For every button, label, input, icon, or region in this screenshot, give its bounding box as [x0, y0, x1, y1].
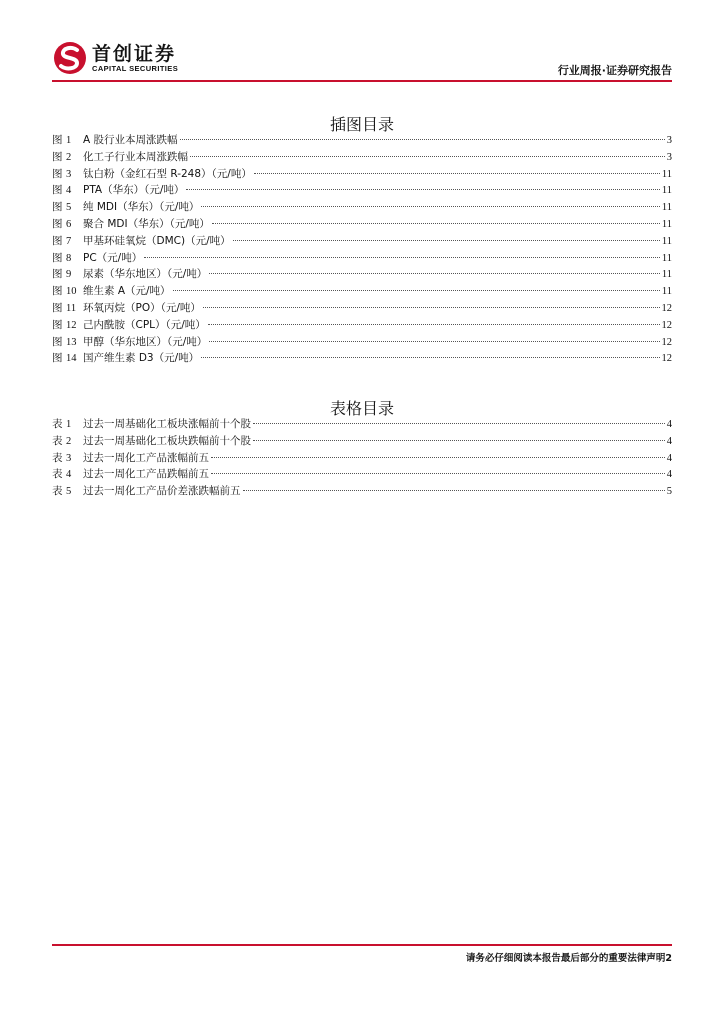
- toc-entry-title: 国产维生素 D3（元/吨）: [83, 352, 200, 365]
- toc-entry-number: 5: [66, 486, 72, 498]
- toc-dot-leader: [253, 440, 665, 441]
- toc-entry-page: 12: [661, 302, 672, 314]
- figures-toc-list: [52, 132, 672, 367]
- toc-entry-prefix: 图: [52, 217, 63, 230]
- tables-toc-title: 表格目录: [329, 399, 394, 418]
- toc-dot-leader: [243, 490, 665, 491]
- toc-entry-prefix: 图: [52, 318, 63, 331]
- toc-entry-title: 钛白粉（金红石型 R-248）（元/吨）: [83, 167, 252, 180]
- toc-entry-number: 1: [66, 419, 72, 430]
- logo-chinese-name: 首创证券: [92, 42, 177, 65]
- toc-entry-number: 2: [66, 435, 72, 447]
- toc-entry-page: 11: [661, 202, 672, 214]
- footer-divider: [52, 944, 672, 946]
- page-header: [52, 40, 672, 82]
- toc-entry-page: 11: [661, 286, 672, 298]
- toc-entry-page: 12: [661, 336, 672, 348]
- toc-dot-leader: [209, 273, 660, 274]
- toc-entry-number: 8: [66, 252, 72, 264]
- toc-entry-prefix: 图: [52, 134, 63, 146]
- toc-entry-prefix: 表: [52, 485, 63, 498]
- toc-entry[interactable]: [52, 483, 672, 500]
- toc-entry-title: 尿素（华东地区）（元/吨）: [83, 268, 208, 281]
- toc-entry[interactable]: [52, 300, 672, 317]
- toc-entry-number: 9: [66, 269, 72, 281]
- toc-entry[interactable]: [52, 283, 672, 300]
- header-divider: [52, 80, 672, 82]
- toc-entry-page: 3: [666, 151, 672, 163]
- toc-entry-prefix: 图: [52, 150, 63, 163]
- toc-entry[interactable]: [52, 233, 672, 250]
- toc-dot-leader: [211, 457, 665, 458]
- toc-entry[interactable]: [52, 450, 672, 467]
- toc-entry-number: 7: [66, 235, 72, 247]
- toc-entry[interactable]: [52, 216, 672, 233]
- toc-dot-leader: [209, 341, 659, 342]
- toc-entry-prefix: 图: [52, 301, 63, 314]
- logo-english-name: CAPITAL SECURITIES: [92, 63, 179, 73]
- toc-entry-page: 5: [666, 486, 672, 498]
- toc-entry[interactable]: [52, 250, 672, 267]
- toc-entry-number: 4: [66, 469, 72, 481]
- toc-entry-number: 14: [66, 353, 77, 365]
- toc-entry[interactable]: [52, 149, 672, 166]
- toc-entry-prefix: 图: [52, 234, 63, 247]
- toc-entry-title: PC（元/吨）: [83, 251, 143, 264]
- toc-dot-leader: [190, 156, 665, 157]
- toc-entry-page: 12: [661, 319, 672, 331]
- toc-entry[interactable]: [52, 182, 672, 199]
- toc-entry[interactable]: [52, 334, 672, 351]
- toc-entry-page: 4: [666, 435, 672, 447]
- toc-entry-number: 10: [66, 286, 77, 298]
- toc-entry-prefix: 表: [52, 451, 63, 464]
- toc-entry-page: 4: [666, 419, 672, 430]
- toc-entry[interactable]: [52, 132, 672, 149]
- toc-entry-title: 过去一周基础化工板块涨幅前十个股: [83, 418, 251, 430]
- toc-entry-page: 4: [666, 469, 672, 481]
- toc-entry-number: 4: [66, 185, 72, 197]
- toc-dot-leader: [144, 257, 660, 258]
- toc-dot-leader: [233, 240, 660, 241]
- toc-entry[interactable]: [52, 166, 672, 183]
- toc-entry-prefix: 表: [52, 418, 63, 430]
- toc-entry-number: 3: [66, 168, 72, 180]
- toc-entry[interactable]: [52, 416, 672, 433]
- toc-dot-leader: [253, 423, 665, 424]
- toc-entry-prefix: 表: [52, 468, 63, 481]
- company-logo: [52, 40, 178, 76]
- toc-dot-leader: [180, 139, 665, 140]
- capital-securities-logo-icon: [52, 40, 88, 76]
- toc-entry-title: 己内酰胺（CPL）（元/吨）: [83, 318, 206, 331]
- toc-dot-leader: [203, 307, 660, 308]
- toc-dot-leader: [208, 324, 660, 325]
- toc-entry-title: 甲基环硅氧烷（DMC)（元/吨）: [83, 234, 231, 247]
- toc-entry-prefix: 图: [52, 201, 63, 214]
- toc-entry-number: 12: [66, 319, 77, 331]
- toc-dot-leader: [201, 357, 659, 358]
- toc-entry-prefix: 图: [52, 335, 63, 348]
- tables-toc-list: [52, 416, 672, 500]
- toc-dot-leader: [173, 290, 660, 291]
- toc-entry-page: 4: [666, 452, 672, 464]
- toc-entry-title: 化工子行业本周涨跌幅: [83, 150, 188, 163]
- report-type-label: 行业周报·证券研究报告: [557, 64, 672, 77]
- toc-entry-prefix: 图: [52, 352, 63, 365]
- toc-entry-number: 3: [66, 452, 72, 464]
- toc-entry-number: 2: [66, 151, 72, 163]
- toc-dot-leader: [254, 173, 660, 174]
- footer-disclaimer: 请务必仔细阅读本报告最后部分的重要法律声明2: [465, 953, 672, 964]
- toc-entry-prefix: 图: [52, 167, 63, 180]
- toc-entry[interactable]: [52, 350, 672, 367]
- toc-entry[interactable]: [52, 317, 672, 334]
- toc-entry-title: PTA（华东）（元/吨）: [83, 184, 185, 197]
- toc-entry-prefix: 图: [52, 268, 63, 281]
- toc-dot-leader: [201, 206, 660, 207]
- toc-entry-number: 1: [66, 135, 72, 146]
- toc-entry-prefix: 图: [52, 184, 63, 197]
- toc-entry[interactable]: [52, 266, 672, 283]
- toc-entry-title: 聚合 MDI（华东）（元/吨）: [83, 217, 210, 230]
- toc-dot-leader: [212, 223, 660, 224]
- toc-entry-title: 过去一周化工产品跌幅前五: [83, 468, 209, 481]
- toc-entry-page: 11: [661, 168, 672, 180]
- toc-entry-prefix: 图: [52, 251, 63, 264]
- toc-entry-page: 11: [661, 269, 672, 281]
- toc-entry-page: 11: [661, 235, 672, 247]
- toc-entry-number: 13: [66, 336, 77, 348]
- toc-entry-title: 甲醇（华东地区）（元/吨）: [83, 335, 208, 348]
- toc-entry-number: 6: [66, 218, 72, 230]
- toc-entry-page: 11: [661, 252, 672, 264]
- toc-entry-number: 5: [66, 202, 72, 214]
- toc-entry-number: 11: [66, 302, 77, 314]
- toc-entry-prefix: 表: [52, 434, 63, 447]
- toc-entry-page: 3: [666, 135, 672, 146]
- toc-dot-leader: [186, 189, 659, 190]
- toc-entry-prefix: 图: [52, 285, 63, 298]
- toc-dot-leader: [211, 473, 665, 474]
- toc-entry-title: 过去一周化工产品价差涨跌幅前五: [83, 485, 241, 498]
- toc-entry-title: 环氧丙烷（PO）（元/吨）: [83, 301, 201, 314]
- toc-entry-page: 12: [661, 353, 672, 365]
- toc-entry-title: 过去一周基础化工板块跌幅前十个股: [83, 434, 251, 447]
- toc-entry-title: 维生素 A（元/吨）: [83, 285, 171, 298]
- toc-entry-page: 11: [661, 185, 672, 197]
- toc-entry[interactable]: [52, 199, 672, 216]
- toc-entry-title: 纯 MDI（华东）（元/吨）: [83, 201, 200, 214]
- toc-entry-title: 过去一周化工产品涨幅前五: [83, 451, 209, 464]
- toc-entry-page: 11: [661, 218, 672, 230]
- toc-entry[interactable]: [52, 466, 672, 483]
- toc-entry-title: A 股行业本周涨跌幅: [83, 134, 178, 146]
- figures-toc-title: 插图目录: [329, 115, 394, 134]
- toc-entry[interactable]: [52, 433, 672, 450]
